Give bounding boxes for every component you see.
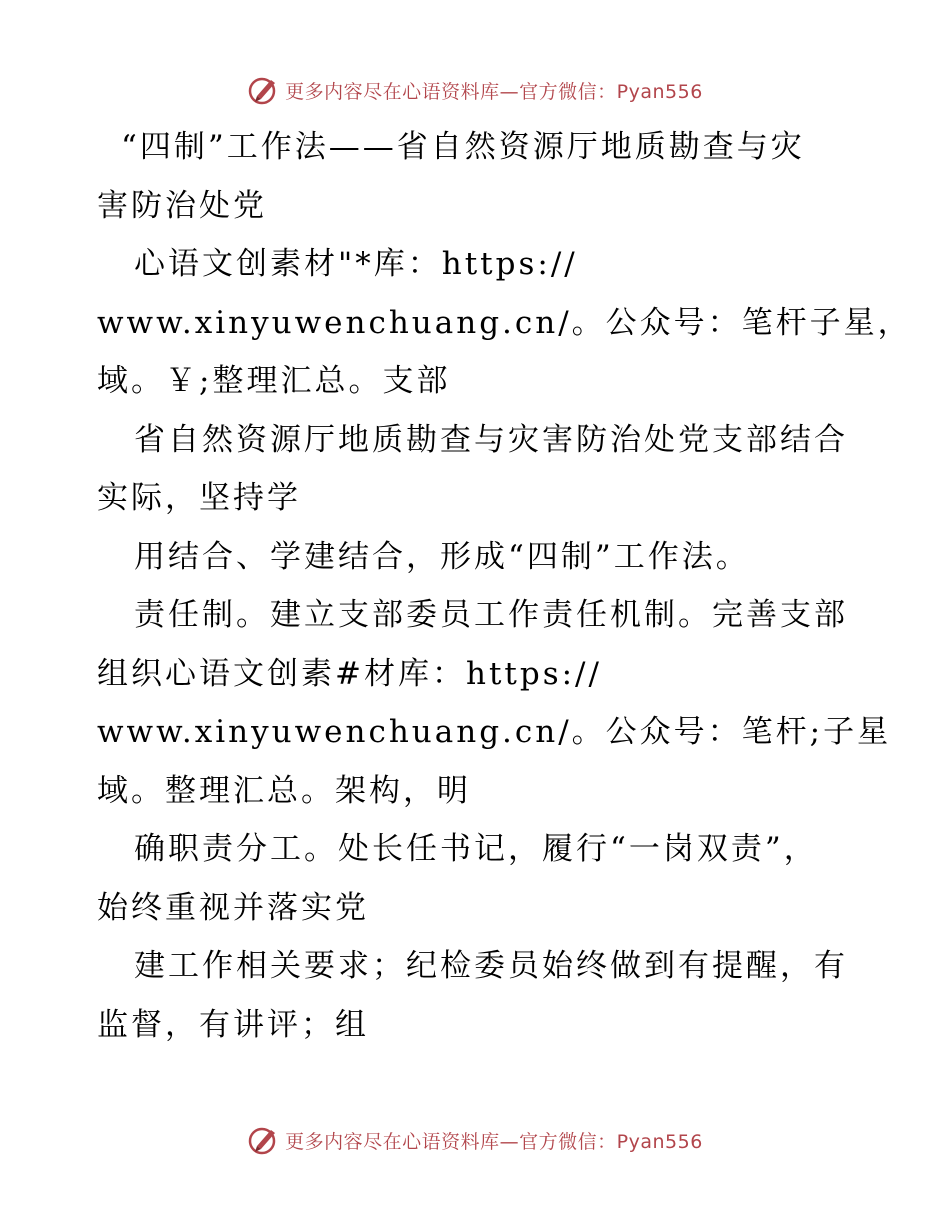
title-line-1: “四制”工作法——省自然资源厅地质勘查与灾 — [121, 129, 805, 165]
watermark-text: 更多内容尽在心语资料库—官方微信：Pyan556 — [285, 80, 703, 103]
paragraph-line: 责任制。建立支部委员工作责任机制。完善支部 — [134, 597, 848, 633]
paragraph-line: 建工作相关要求；纪检委员始终做到有提醒，有 — [134, 948, 848, 984]
document-body — [97, 118, 912, 1054]
paragraph-line: 实际，坚持学 — [97, 480, 301, 516]
paragraph-line: 始终重视并落实党 — [97, 889, 369, 926]
title-line-2: 害防治处党 — [97, 187, 267, 224]
pen-logo-icon — [247, 74, 281, 106]
watermark-text: 更多内容尽在心语资料库—官方微信：Pyan556 — [285, 1130, 703, 1153]
paragraph-line: 组织心语文创素#材库：https:// — [97, 655, 602, 692]
paragraph-line: 域。￥;整理汇总。支部 — [97, 363, 451, 399]
paragraph-line: 用结合、学建结合，形成“四制”工作法。 — [134, 538, 750, 575]
header-watermark — [0, 74, 950, 106]
paragraph-line: www.xinyuwenchuang.cn/。公众号：笔杆子星， — [97, 304, 912, 341]
pen-logo-icon — [247, 1124, 281, 1156]
footer-watermark — [0, 1124, 950, 1156]
paragraph-line: 监督，有讲评；组 — [97, 1006, 369, 1043]
paragraph-line: 心语文创素材"*库：https:// — [134, 246, 578, 282]
paragraph-line: www.xinyuwenchuang.cn/。公众号：笔杆;子星 — [97, 714, 892, 750]
paragraph-line: 省自然资源厅地质勘查与灾害防治处党支部结合 — [134, 421, 848, 458]
paragraph-line: 确职责分工。处长任书记，履行“一岗双责”， — [134, 831, 818, 867]
paragraph-line: 域。整理汇总。架构，明 — [97, 772, 471, 809]
